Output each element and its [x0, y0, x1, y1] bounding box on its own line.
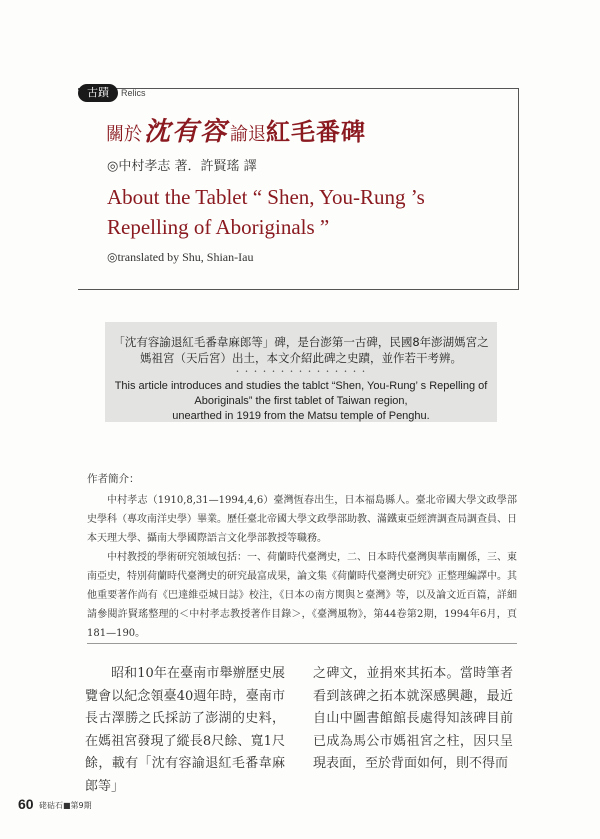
author-intro-para1: 中村孝志（1910,8,31—1994,4,6）臺灣恆春出生，日本福島縣人。臺北帝國大學文政學部史學科（專攻南洋史學）畢業。歷任臺北帝國大學文政學部助教、滿鐵東亞經濟調查局調查員、日本天理大學、攝南大學國際語言文化學部教授等職務。	[87, 495, 517, 544]
abstract-en-line2: Aboriginals” the first tablet of Taiwan region,	[194, 395, 408, 407]
category-label-zh: 古蹟	[78, 84, 118, 102]
author-intro	[87, 470, 517, 643]
category-badge	[78, 84, 146, 102]
title-en	[107, 182, 467, 242]
author-intro-heading: 作者簡介：	[87, 473, 140, 485]
authors-zh: ◎中村孝志 著．許賢瑤 譯	[107, 159, 257, 174]
publication-name: 硓𥑮石■第9期	[39, 801, 92, 810]
abstract-en-line3: unearthed in 1919 from the Matsu temple of Penghu.	[172, 410, 430, 422]
title-zh-prefix: 關於	[106, 124, 142, 145]
page-number: 60	[18, 796, 34, 812]
body-column-left	[85, 663, 285, 798]
abstract-box	[105, 322, 497, 422]
category-label-en: Relics	[121, 88, 146, 98]
title-en-line2: Repelling of Aboriginals ”	[107, 215, 330, 239]
title-zh-redhair: 紅毛番碑	[266, 117, 367, 146]
abstract-zh-line1: 「沈有容諭退紅毛番韋麻郎等」碑，是台澎第一古碑，民國8年澎湖媽宮之	[113, 335, 489, 349]
abstract-separator: ・・・・・・・・・・・・・・・	[233, 367, 369, 376]
title-en-line1: About the Tablet “ Shen, You-Rung ’s	[107, 185, 425, 209]
body-left-text: 昭和10年在臺南市舉辦歷史展覽會以紀念領臺40週年時，臺南市長古澤勝之氏採訪了澎湖的史料，在媽祖宮發現了縱長8尺餘、寬1尺餘，載有「沈有容諭退紅毛番韋麻郎等」	[85, 666, 285, 794]
title-zh	[106, 111, 366, 148]
abstract-en-line1: This article introduces and studies the tablct “Shen, You-Rung’ s Repelling of	[114, 380, 488, 392]
abstract-zh-line2: 媽祖宮（天后宮）出土，本文介紹此碑之史蹟，並作若干考辨。	[140, 351, 462, 365]
author-intro-para2: 中村教授的學術研究領域包括：一、荷蘭時代臺灣史，二、日本時代臺灣與華南關係，三、東南亞史，特別荷蘭時代臺灣史的研究最富成果，論文集《荷蘭時代臺灣史研究》正整理編譯中。其他重要著作尚有《巴達維亞城日誌》校注，《日本の南方関與と臺灣》等，以及論文近百篇，詳細請參閱許賢瑤整理的＜中村孝志教授著作目錄＞，《臺灣風物》，第44卷第2期，1994年6月，頁181—190。	[87, 552, 517, 639]
title-zh-mid: 諭退	[230, 124, 267, 145]
body-column-right	[313, 663, 513, 776]
title-zh-name: 沈有容	[144, 117, 229, 147]
section-divider	[87, 643, 517, 644]
abstract-zh	[105, 334, 497, 366]
abstract-en	[105, 379, 497, 424]
authors-en: ◎translated by Shu, Shian-Iau	[107, 250, 254, 264]
body-right-text: 之碑文，並捐來其拓本。當時筆者看到該碑之拓本就深感興趣，最近自山中圖書館館長處得知該碑目前已成為馬公市媽祖宮之柱，因只呈現表面，至於背面如何，則不得而	[313, 666, 513, 771]
